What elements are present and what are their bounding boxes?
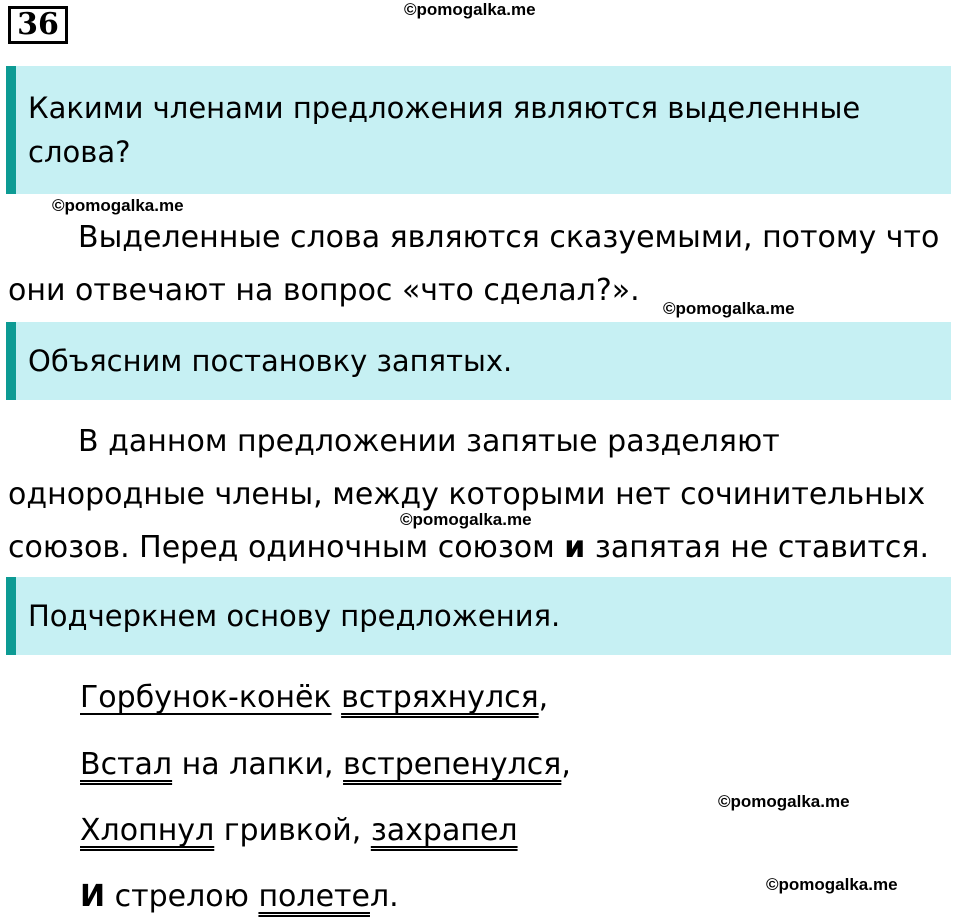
poem-text: на лапки,: [172, 747, 344, 782]
answer-text: запятая не ставится.: [585, 530, 929, 565]
question-text: Подчеркнем основу предложения.: [28, 599, 561, 633]
poem-text: гривкой,: [214, 813, 371, 848]
poem-text: л.: [369, 879, 399, 914]
question-text: Какими членами предложения являются выделенные слова?: [28, 91, 861, 169]
task-number: 36: [8, 6, 68, 44]
poem-text: ,: [538, 680, 549, 715]
poem-line: [80, 678, 548, 718]
subject: Горбунок-конёк: [80, 680, 332, 715]
bold-conjunction: И: [80, 879, 106, 914]
poem-line: [80, 811, 518, 851]
poem-text: ,: [561, 747, 571, 782]
bold-conjunction: и: [564, 530, 586, 565]
predicate: Встал: [80, 747, 173, 782]
question-box: [6, 322, 951, 400]
predicate: полете: [258, 879, 370, 914]
poem-line: [80, 745, 571, 785]
watermark: ©pomogalka.me: [404, 0, 536, 19]
watermark: ©pomogalka.me: [52, 196, 184, 215]
predicate: встряхнулся: [341, 680, 539, 715]
question-box: [6, 66, 951, 194]
predicate: Хлопнул: [80, 813, 215, 848]
answer-text: В данном предложении запятые разделяют однородные члены, между которыми нет сочинительных союзов. Перед одиночным союзом: [8, 424, 926, 565]
poem-line: [80, 877, 399, 917]
answer-paragraph: [8, 415, 953, 574]
poem-text: стрелою: [105, 879, 259, 914]
poem-text: [332, 680, 342, 715]
watermark: ©pomogalka.me: [766, 875, 898, 894]
watermark: ©pomogalka.me: [663, 299, 795, 318]
predicate: встрепенулся: [343, 747, 562, 782]
answer-paragraph: Выделенные слова являются сказуемыми, потому что они отвечают на вопрос «что сделал?».: [8, 220, 940, 308]
question-box: [6, 577, 951, 655]
watermark: ©pomogalka.me: [400, 510, 532, 529]
watermark: ©pomogalka.me: [718, 792, 850, 811]
predicate: захрапел: [370, 813, 518, 848]
question-text: Объясним постановку запятых.: [28, 344, 513, 378]
